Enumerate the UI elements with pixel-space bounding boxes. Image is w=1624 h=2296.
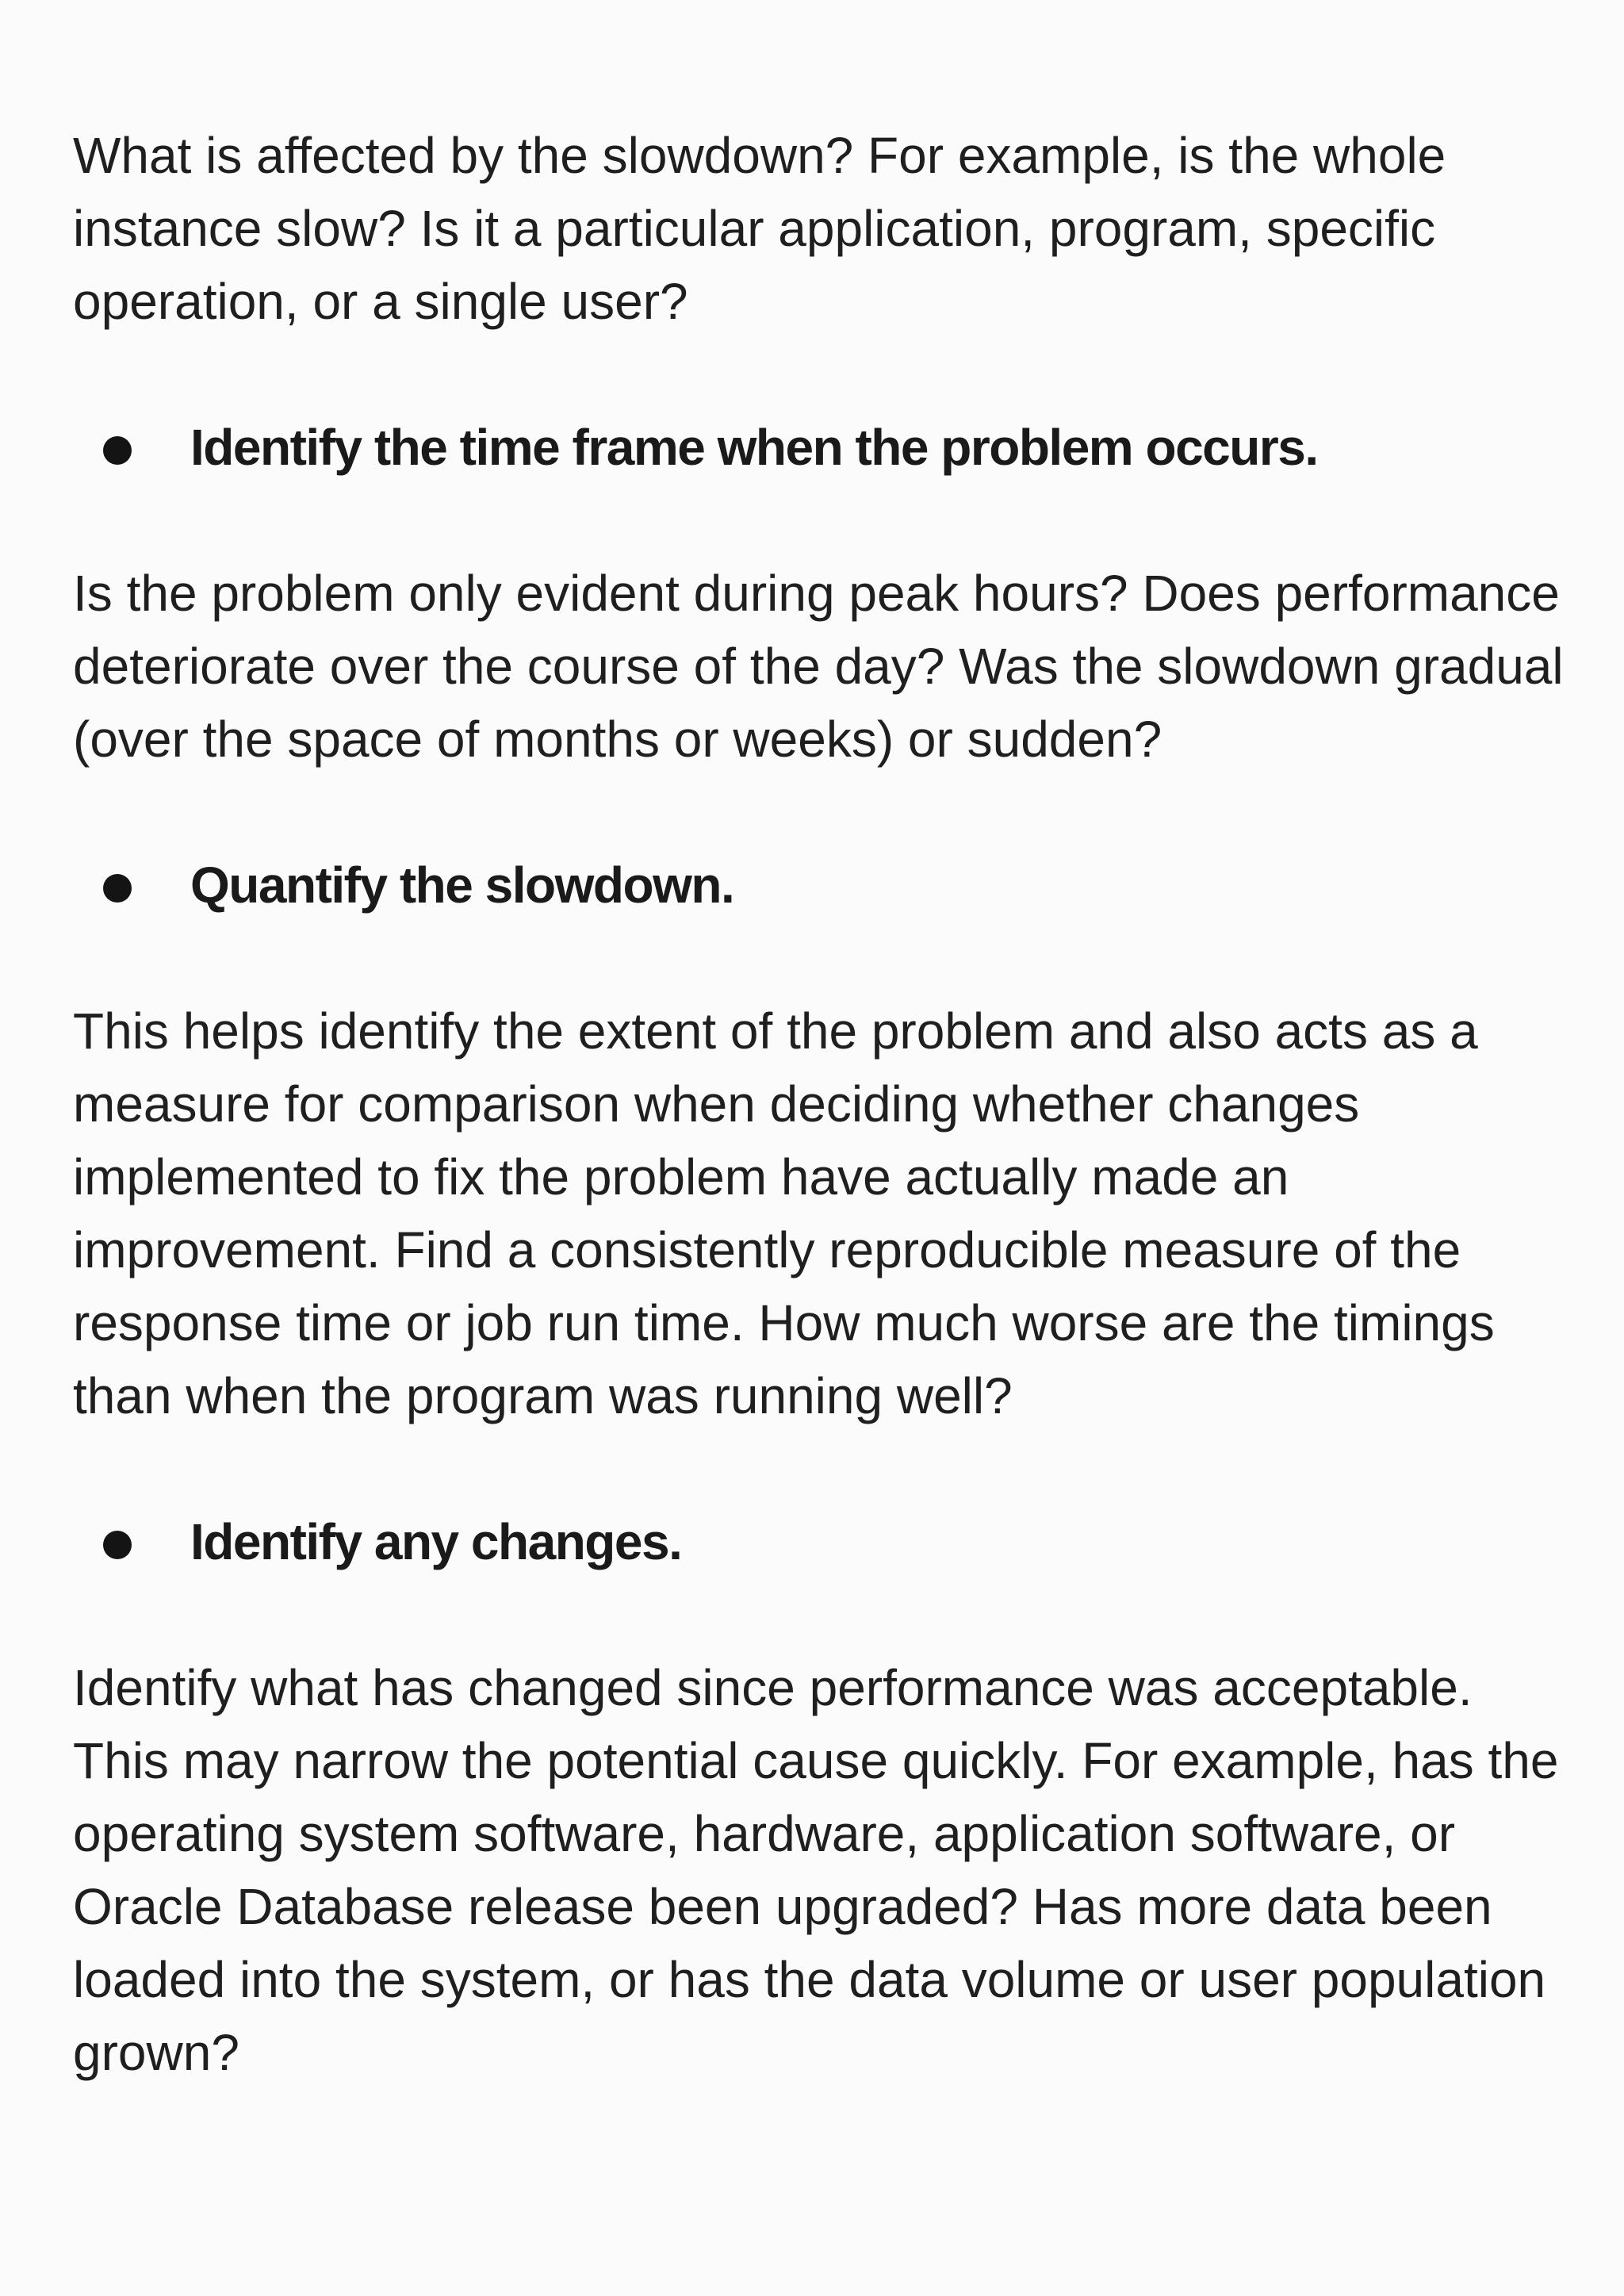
paragraph-affected-scope: What is affected by the slowdown? For example, is the whole instance slow? Is it a particular application, program, specific operation, or a single user? [73,127,1446,330]
bullet-heading: Identify the time frame when the problem occurs. [190,419,1318,476]
paragraph-time-frame: Is the problem only evident during peak hours? Does performance deteriorate over the course of the day? Was the slowdown gradual (over the space of months or weeks) or sudden? [73,565,1564,768]
bullet-heading: Identify any changes. [190,1513,682,1570]
spacer [73,484,1564,557]
document-page [73,119,1564,2089]
bullet-dot-icon [103,1531,132,1559]
bullet-heading: Quantify the slowdown. [190,857,734,914]
paragraph-quantify: This helps identify the extent of the problem and also acts as a measure for comparison when deciding whether changes implemented to fix the problem have actually made an improvement. Find a consistently reproducible measure of the response time or job run time. How much worse are the timings than when the program was running well? [73,1002,1495,1424]
spacer [73,1432,1564,1505]
spacer [73,1578,1564,1651]
bullet-time-frame [73,411,1564,484]
bullet-changes [73,1505,1564,1578]
bullet-quantify [73,849,1564,922]
bullet-dot-icon [103,874,132,903]
bullet-dot-icon [103,436,132,465]
spacer [73,922,1564,995]
spacer [73,338,1564,411]
paragraph-changes: Identify what has changed since performance was acceptable. This may narrow the potential cause quickly. For example, has the operating system software, hardware, application software, or Oracle Database release been upgraded? Has more data been loaded into the system, or has the data volume or user population grown? [73,1659,1559,2081]
spacer [73,776,1564,849]
